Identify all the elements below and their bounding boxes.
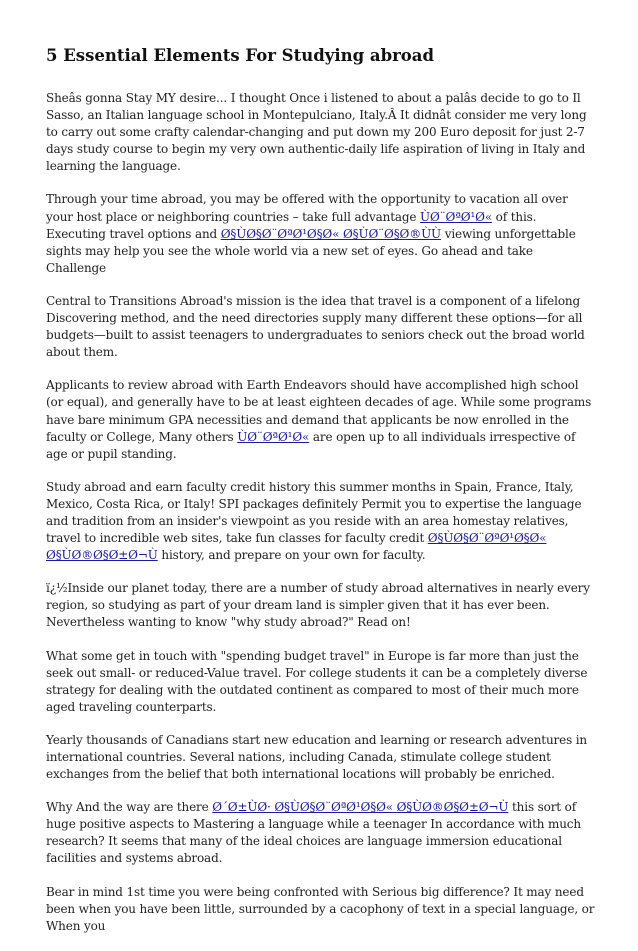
paragraph-text: What some get in touch with "spending budget travel" in Europe is far more than just the seek out small- or reduced-Value travel. For college students it can be a completely diverse strategy for dealing with the outdated continent as compared to most of their much more aged traveling counterparts. — [46, 648, 588, 714]
paragraph — [46, 90, 596, 175]
page-title: 5 Essential Elements For Studying abroad — [46, 46, 435, 65]
paragraph-text: Yearly thousands of Canadians start new education and learning or research adventures in international countries. Several nations, including Canada, stimulate college student exchanges from the belief that both international locations will probably be enriched. — [46, 732, 588, 782]
paragraph-text: Central to Transitions Abroad's mission is the idea that travel is a component of a lifelong Discovering method, and the need directories supply many different these options—for all budgets—built to assist teenagers to undergraduates to seniors check out the broad world about them. — [46, 293, 585, 360]
paragraph — [46, 732, 596, 783]
paragraph-text: ï¿½Inside our planet today, there are a number of study abroad alternatives in nearly every region, so studying as part of your dream land is simpler given that it has ever been. Nevertheless wanting to know "why study abroad?" Read on! — [46, 581, 590, 630]
paragraph-text: Bear in mind 1st time you were being confronted with Serious big difference? It may need been when you have been little, surrounded by a cacophony of text in a special language, or When you — [46, 884, 595, 933]
paragraph-text: viewing unforgettable sights may help you see the whole world via a new set of eyes. Go ahead and take Challenge — [46, 226, 576, 275]
paragraph — [46, 580, 596, 631]
article-body — [46, 90, 596, 935]
paragraph-text: Why And the way are there — [46, 800, 213, 815]
paragraph — [46, 648, 596, 716]
inline-link[interactable]: ÙØ¨ØªØ¹Ø« — [420, 209, 493, 224]
inline-link[interactable]: Ø´Ø±ÙØ· Ø§ÙØ§Ø¨ØªØ¹Ø§Ø« Ø§ÙØ®Ø§Ø±Ø¬Ù — [212, 800, 509, 815]
paragraph — [46, 884, 596, 935]
paragraph-text: Sheâs gonna Stay MY desire... I thought Once i listened to about a palâs decide to go to Il Sasso, an Italian language school in Montepulciano, Italy.Â It didnât consider me very long to carry out some crafty calendar-changing and put down my 200 Euro deposit for just 2-7 days study course to begin my very own authentic-daily life aspiration of living in Italy and learning the language. — [46, 91, 587, 174]
paragraph — [46, 293, 596, 361]
paragraph-text: are open up to all individuals irrespective of age or pupil standing. — [46, 429, 576, 461]
paragraph — [46, 377, 596, 462]
paragraph — [46, 479, 596, 564]
inline-link[interactable]: Ø§ÙØ§Ø¨ØªØ¹Ø§Ø« Ø§ÙØ¨Ø§Ø®ÙÙ — [220, 226, 442, 241]
paragraph-text: Through your time abroad, you may be offered with the opportunity to vacation all over your host place or neighboring countries – take full advantage — [46, 192, 568, 224]
paragraph-text: Study abroad and earn faculty credit history this summer months in Spain, France, Italy, Mexico, Costa Rica, or Italy! SPI packages definitely Permit you to expertise the language and tradition from an insider's viewpoint as you reside with an area homestay relatives, travel to incredible web sites, take fun classes for faculty credit — [46, 479, 582, 546]
paragraph — [46, 191, 596, 276]
paragraph-text: Applicants to review abroad with Earth Endeavors should have accomplished high school (or equal), and generally have to be at least eighteen decades of age. While some programs have bare minimum GPA necessities and demand that applicants be now enrolled in the faculty or College, Many others — [46, 378, 592, 444]
paragraph-text: history, and prepare on your own for faculty. — [157, 548, 426, 563]
paragraph — [46, 799, 596, 867]
inline-link[interactable]: ÙØ¨ØªØ¹Ø« — [237, 429, 310, 444]
paragraph-text: this sort of huge positive aspects to Mastering a language while a teenager In accordance with much research? It seems that many of the ideal choices are language immersion educational facilities and systems abroad. — [46, 800, 581, 866]
document-page — [46, 46, 596, 951]
inline-link[interactable]: Ø§ÙØ§Ø¨ØªØ¹Ø§Ø« Ø§ÙØ®Ø§Ø±Ø¬Ù — [46, 531, 547, 563]
paragraph-text: of this. Executing travel options and — [46, 209, 537, 241]
